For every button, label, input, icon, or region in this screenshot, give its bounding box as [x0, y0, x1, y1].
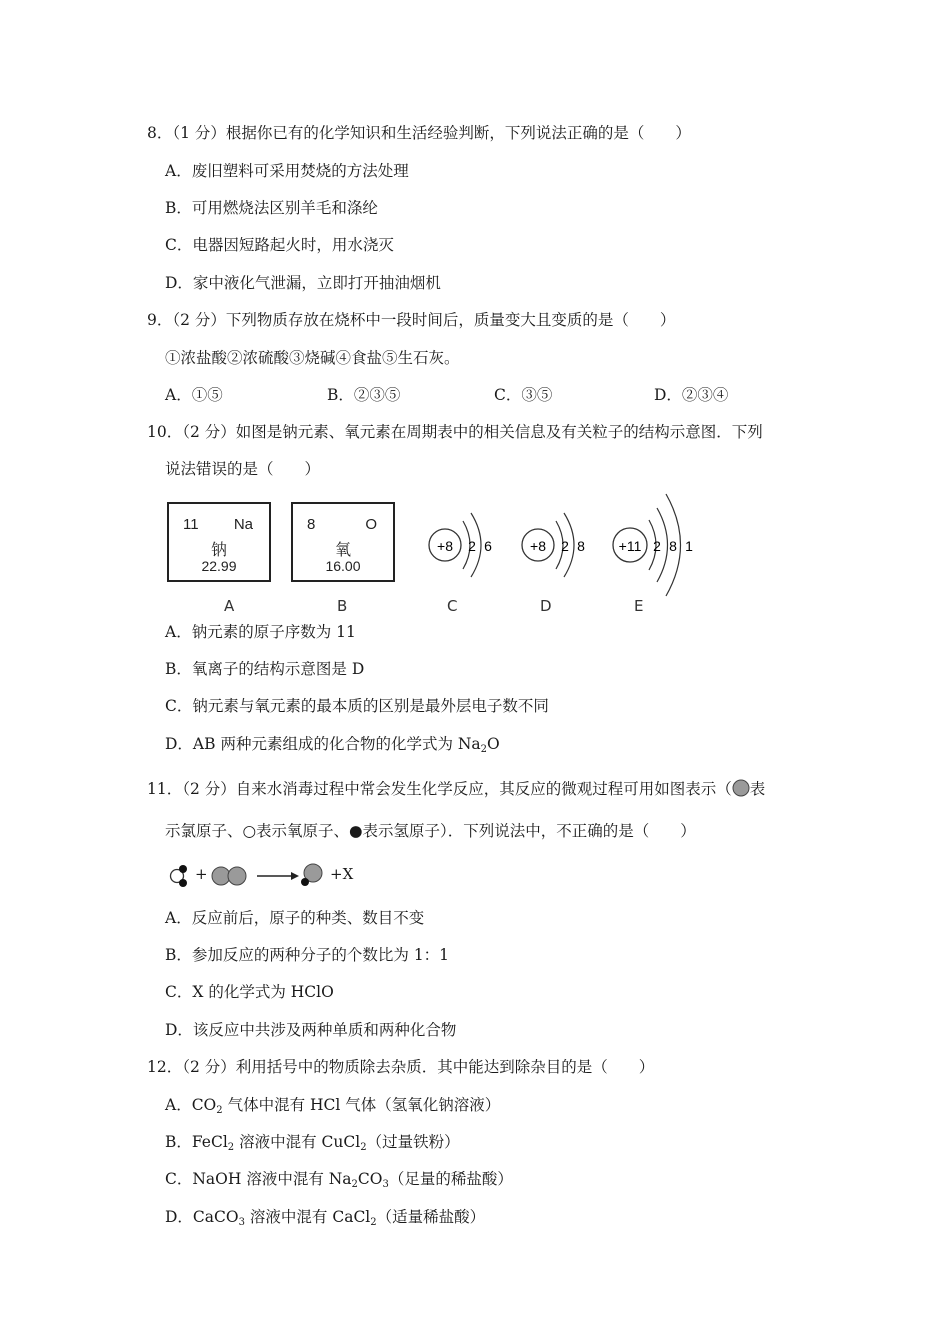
water-molecule-icon	[171, 865, 188, 887]
shell-electrons: 2	[653, 538, 661, 554]
atomic-number: 11	[183, 516, 199, 533]
plus-sign: +	[195, 865, 208, 883]
shell-electrons: 2	[468, 538, 476, 554]
element-symbol: O	[365, 516, 377, 533]
chlorine-molecule-icon	[212, 867, 246, 885]
caption-d: D	[540, 597, 552, 615]
q8-stem: 8．（1 分）根据你已有的化学知识和生活经验判断，下列说法正确的是（ ）	[147, 124, 691, 142]
structure-diagram-c	[429, 513, 492, 577]
q10-stem-line2: 说法错误的是（ ）	[165, 460, 321, 478]
structure-diagram-e	[613, 494, 693, 596]
q9-option-a: A．①⑤	[165, 386, 223, 404]
atomic-number: 8	[307, 516, 316, 533]
q10-stem-line1: 10．（2 分）如图是钠元素、氧元素在周期表中的相关信息及有关粒子的结构示意图．下列	[147, 423, 763, 441]
caption-e: E	[634, 597, 644, 615]
nucleus-charge: +8	[530, 538, 546, 554]
q11-option-d: D．该反应中共涉及两种单质和两种化合物	[165, 1021, 457, 1039]
q12-option-c: C．NaOH 溶液中混有 $Na_2CO_3$（足量的稀盐酸）	[165, 1170, 513, 1190]
q8-option-a: A．废旧塑料可采用焚烧的方法处理	[165, 162, 409, 180]
structure-diagram-d	[522, 513, 585, 577]
shell-electrons: 8	[669, 538, 677, 554]
q12-option-b: B．FeCl$_2$ 溶液中混有 CuCl$_2$（过量铁粉）	[165, 1133, 460, 1153]
caption-c: C	[447, 597, 458, 615]
reaction-arrow-icon	[257, 872, 299, 880]
nucleus-charge: +11	[618, 538, 642, 554]
q9-substances: ①浓盐酸②浓硫酸③烧碱④食盐⑤生石灰。	[165, 349, 460, 367]
q12-stem: 12．（2 分）利用括号中的物质除去杂质．其中能达到除杂目的是（ ）	[147, 1058, 655, 1076]
element-box-oxygen	[291, 502, 395, 582]
chlorine-atom-icon	[732, 779, 750, 797]
element-box-sodium	[167, 502, 271, 582]
q11-option-c: C．X 的化学式为 HClO	[165, 983, 334, 1001]
q9-option-b: B．②③⑤	[327, 386, 401, 404]
q10-option-d: D．AB 两种元素组成的化合物的化学式为 $Na_2O$	[165, 735, 500, 755]
nucleus-charge: +8	[437, 538, 453, 554]
q11-option-a: A．反应前后，原子的种类、数目不变	[165, 909, 425, 927]
q10-option-b: B．氧离子的结构示意图是 D	[165, 660, 365, 678]
q10-option-c: C．钠元素与氧元素的最本质的区别是最外层电子数不同	[165, 697, 549, 715]
caption-a: A	[224, 597, 235, 615]
q11-stem-line2: 示氯原子、○表示氧原子、●表示氢原子）．下列说法中，不正确的是（ ）	[165, 822, 696, 840]
caption-b: B	[337, 597, 348, 615]
q11-option-b: B．参加反应的两种分子的个数比为 1：1	[165, 946, 450, 964]
q9-option-c: C．③⑤	[494, 386, 553, 404]
element-name: 氧	[334, 540, 351, 559]
shell-electrons: 1	[685, 538, 693, 554]
element-symbol: Na	[233, 516, 253, 533]
q9-stem: 9．（2 分）下列物质存放在烧杯中一段时间后，质量变大且变质的是（ ）	[147, 311, 676, 329]
shell-electrons: 6	[484, 538, 492, 554]
q8-option-b: B．可用燃烧法区别羊毛和涤纶	[165, 199, 378, 217]
atomic-mass: 16.00	[325, 558, 361, 574]
q8-option-d: D．家中液化气泄漏，立即打开抽油烟机	[165, 274, 441, 292]
element-name: 钠	[210, 540, 227, 559]
q9-option-d: D．②③④	[654, 386, 729, 404]
q12-option-a: A．$CO_2$ 气体中混有 HCl 气体（氢氧化钠溶液）	[165, 1096, 501, 1116]
shell-electrons: 2	[561, 538, 569, 554]
q10-option-a: A．钠元素的原子序数为 11	[165, 623, 356, 641]
product-x: +X	[330, 865, 354, 883]
reaction-equation	[165, 860, 365, 892]
q8-option-c: C．电器因短路起火时，用水浇灭	[165, 236, 394, 254]
q11-stem-line1: 11．（2 分）自来水消毒过程中常会发生化学反应，其反应的微观过程可用如图表示（ 表	[147, 780, 766, 798]
hcl-molecule-icon	[301, 864, 322, 886]
q12-option-d: D．CaCO$_3$ 溶液中混有 CaCl$_2$（适量稀盐酸）	[165, 1208, 486, 1228]
atom-structure-diagrams	[415, 488, 715, 618]
atomic-mass: 22.99	[201, 558, 237, 574]
shell-electrons: 8	[577, 538, 585, 554]
